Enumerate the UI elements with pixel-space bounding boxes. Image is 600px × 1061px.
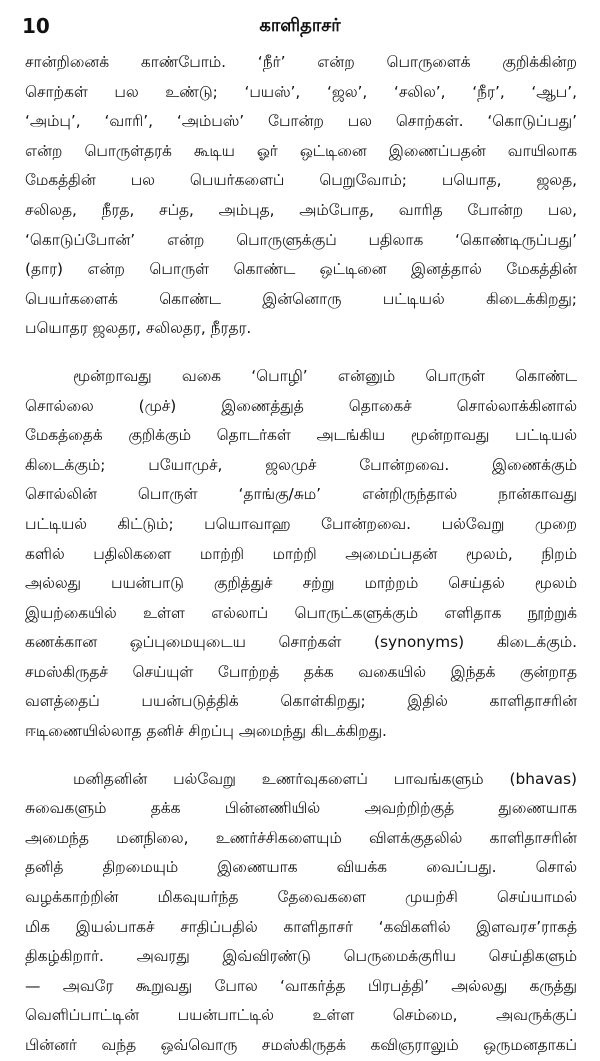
text-line: அல்லது பயன்பாடு குறித்துச் சற்று மாற்றம் செய்தல் மூலம்	[25, 574, 577, 593]
text-line: ‘கொடுப்போன்’ என்ற பொருளுக்குப் பதிலாக ‘கொண்டிருப்பது’	[25, 230, 577, 249]
text-line: என்ற பொருள்தரக் கூடிய ஓர் ஒட்டினை இணைப்பதன் வாயிலாக	[25, 141, 577, 160]
page-number: 10	[22, 14, 50, 38]
text-line: அமைந்த மனநிலை, உணர்ச்சிகளையும் விளக்குதலில் காளிதாசரின்	[25, 828, 577, 847]
text-line: பயொதர ஜலதர, சலிலதர, நீரதர.	[25, 319, 252, 338]
text-line: இயற்கையில் உள்ள எல்லாப் பொருட்களுக்கும் எளிதாக நூற்றுக்	[25, 603, 577, 622]
paragraph-2	[25, 362, 577, 747]
paragraph-3	[25, 765, 577, 1061]
text-line: மிக இயல்பாகச் சாதிப்பதில் காளிதாசர் ‘கவிகளில் இளவரச’ராகத்	[25, 917, 577, 936]
text-line: மூன்றாவது வகை ‘பொழி’ என்னும் பொருள் கொண்ட	[73, 366, 577, 385]
text-line: தனித் திறமையும் இணையாக வியக்க வைப்பது. சொல்	[25, 858, 577, 877]
text-line: பெயர்களைக் கொண்ட இன்னொரு பட்டியல் கிடைக்கிறது;	[25, 289, 577, 308]
text-line: (தார) என்ற பொருள் கொண்ட ஒட்டினை இனத்தால் மேகத்தின்	[25, 260, 577, 279]
text-line: சான்றினைக் காண்போம். ‘நீர்’ என்ற பொருளைக் குறிக்கின்ற	[25, 53, 577, 71]
text-line: சமஸ்கிருதச் செய்யுள் போற்றத் தக்க வகையில் இந்தக் குன்றாத	[25, 662, 577, 681]
text-line: கணக்கான ஒப்புமையுடைய சொற்கள் (synonyms) கிடைக்கும்.	[25, 633, 577, 652]
text-line: சலிலத, நீரத, சப்த, அம்புத, அம்போத, வாரித போன்ற பல,	[25, 200, 577, 219]
text-line: களில் பதிலிகளை மாற்றி மாற்றி அமைப்பதன் மூலம், நிறம்	[25, 544, 577, 563]
text-line: மேகத்தின் பல பெயர்களைப் பெறுவோம்; பயொத, ஜலத,	[25, 171, 577, 190]
text-line: — அவரே கூறுவது போல ‘வாகர்த்த பிரபத்தி’ அல்லது கருத்து	[25, 976, 577, 995]
text-line: வெளிப்பாட்டின் பயன்பாட்டில் உள்ள செம்மை, அவருக்குப்	[25, 1006, 577, 1025]
text-line: திகழ்கிறார். அவரது இவ்விரண்டு பெருமைக்குரிய செய்திகளும்	[25, 947, 577, 966]
text-line: மேகத்தைக் குறிக்கும் தொடர்கள் அடங்கிய மூன்றாவது பட்டியல்	[25, 426, 577, 445]
paragraph-1	[25, 48, 577, 344]
text-line: வழக்காற்றின் மிகவுயர்ந்த தேவைகளை முயற்சி செய்யாமல்	[25, 888, 577, 907]
text-line: பட்டியல் கிட்டும்; பயொவாஹ போன்றவை. பல்வேறு முறை	[25, 514, 577, 533]
text-line: பின்னர் வந்த ஒவ்வொரு சமஸ்கிருதக் கவிஞராலும் ஒருமனதாகப்	[25, 1036, 577, 1054]
text-line: சொல்லின் பொருள் ‘தாங்கு/சும’ என்றிருந்தால் நான்காவது	[25, 485, 577, 504]
text-line: சொல்லை (முச்) இணைத்துத் தொகைச் சொல்லாக்கினால்	[25, 396, 577, 415]
text-line: ஈடிணையில்லாத தனிச் சிறப்பு அமைந்து கிடக்கிறது.	[25, 722, 387, 741]
text-line: சொற்கள் பல உண்டு; ‘பயஸ்’, ‘ஜல’, ‘சலில’, ‘நீர’, ‘ஆப’,	[25, 82, 577, 101]
text-line: கிடைக்கும்; பயோமுச், ஜலமுச் போன்றவை. இணைக்கும்	[25, 455, 577, 474]
text-line: வளத்தைப் பயன்படுத்திக் கொள்கிறது; இதில் காளிதாசரின்	[25, 692, 577, 711]
running-head: காளிதாசர்	[259, 15, 341, 36]
text-line: ‘அம்பு’, ‘வாரி’, ‘அம்பஸ்’ போன்ற பல சொற்கள். ‘கொடுப்பது’	[25, 112, 577, 131]
text-line: மனிதனின் பல்வேறு உணர்வுகளைப் பாவங்களும் (bhavas)	[73, 769, 577, 788]
page-body	[25, 48, 577, 1054]
text-line: சுவைகளும் தக்க பின்னணியில் அவற்றிற்குத் துணையாக	[25, 799, 577, 818]
